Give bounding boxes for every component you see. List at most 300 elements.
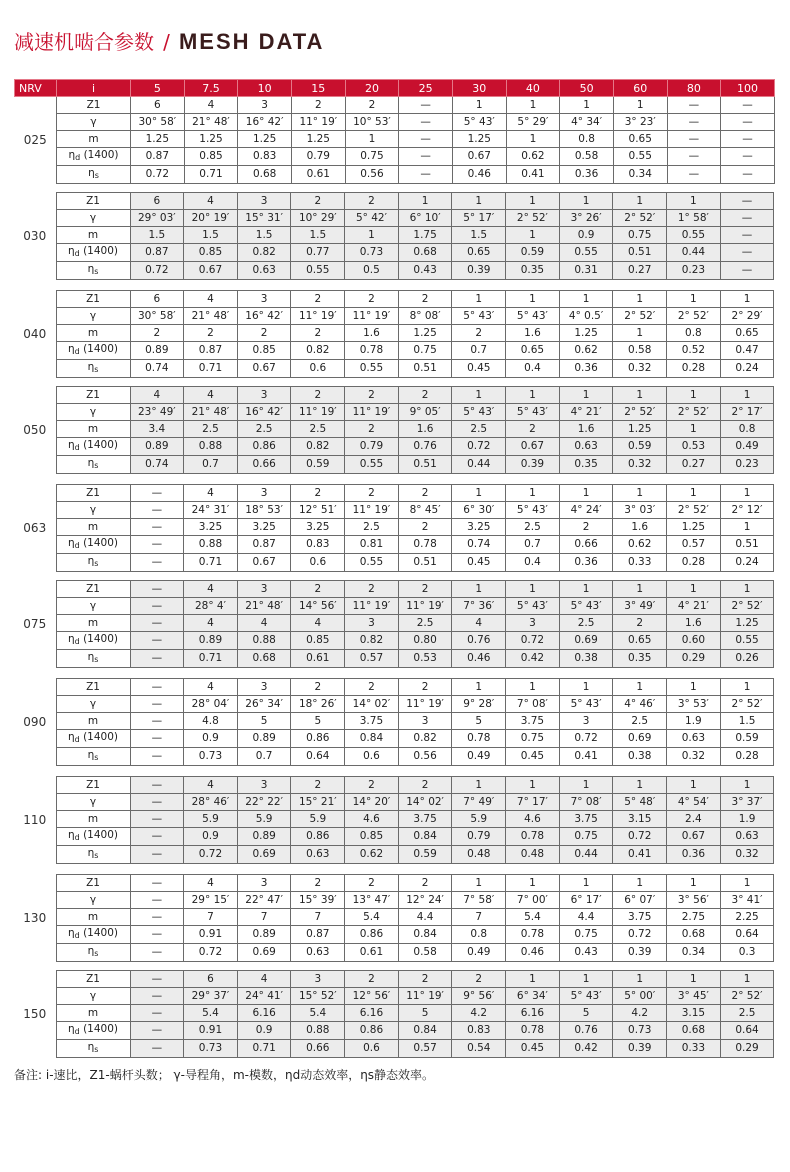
table-cell: 11° 19′ [398, 696, 452, 713]
nrv-size-label: 130 [14, 875, 56, 962]
table-row [15, 131, 775, 148]
table-cell: 0.89 [237, 730, 291, 748]
table-cell: 0.79 [291, 148, 345, 166]
table-cell: 2 [291, 581, 345, 598]
param-suffix: (1400) [79, 343, 118, 355]
param-label [56, 1005, 130, 1022]
table-cell: 2 [291, 193, 345, 210]
title-separator: / [163, 30, 170, 54]
table-cell: 0.84 [345, 730, 399, 748]
table-cell: — [720, 244, 774, 262]
param-symbol: γ [89, 795, 97, 808]
table-cell: 0.59 [398, 846, 452, 864]
table-cell: 0.61 [291, 166, 345, 184]
table-row [14, 828, 774, 846]
table-cell: 4 [184, 291, 238, 308]
table-cell: 3 [237, 387, 291, 404]
table-cell: 0.35 [559, 456, 613, 474]
header-ratio: 7.5 [184, 80, 238, 97]
table-cell: 0.52 [667, 342, 721, 360]
table-cell: 3 [398, 713, 452, 730]
param-symbol: η [68, 829, 75, 841]
param-symbol: η [87, 457, 95, 469]
table-cell: 1 [452, 875, 506, 892]
param-subscript: s [94, 851, 99, 860]
param-symbol: γ [90, 115, 97, 128]
table-cell: 1.5 [291, 227, 345, 244]
nrv-size-label: 040 [14, 291, 56, 378]
table-cell: 0.86 [237, 438, 291, 456]
table-cell: 0.83 [238, 148, 292, 166]
table-cell: 0.49 [452, 748, 506, 766]
table-cell: — [399, 166, 453, 184]
param-label [56, 1040, 130, 1058]
table-cell: 12° 24′ [398, 892, 452, 909]
table-cell: 3 [238, 97, 292, 114]
table-cell: 6° 17′ [559, 892, 613, 909]
table-cell: 3° 41′ [720, 892, 774, 909]
table-cell: 0.32 [613, 360, 667, 378]
table-cell: 5° 43′ [559, 696, 613, 713]
table-cell: 4° 21′ [667, 598, 721, 615]
table-cell: 1 [452, 291, 506, 308]
table-cell: 4° 24′ [559, 502, 613, 519]
table-cell: 6° 07′ [613, 892, 667, 909]
table-cell: 3 [559, 713, 613, 730]
table-cell: 2 [291, 777, 345, 794]
table-cell: 0.78 [398, 536, 452, 554]
table-cell: — [720, 262, 774, 280]
table-cell: — [130, 632, 184, 650]
table-cell: 6 [184, 971, 238, 988]
param-symbol: γ [89, 405, 97, 418]
table-cell: 0.44 [559, 846, 613, 864]
table-cell: 1 [720, 875, 774, 892]
table-cell: 0.51 [398, 456, 452, 474]
param-symbol: η [87, 361, 95, 373]
table-cell: 3.15 [667, 1005, 721, 1022]
param-symbol: η [87, 555, 95, 567]
table-cell: 0.39 [506, 456, 560, 474]
table-cell: 7° 58′ [452, 892, 506, 909]
table-cell: 1 [559, 485, 613, 502]
param-label [56, 777, 130, 794]
table-cell: 4 [184, 193, 238, 210]
table-cell: 3 [506, 615, 560, 632]
table-cell: 2 [345, 97, 399, 114]
table-cell: 11° 19′ [345, 308, 399, 325]
table-cell: — [130, 748, 184, 766]
header-ratio: 40 [506, 80, 560, 97]
table-cell: 2 [291, 387, 345, 404]
table-cell: 5° 43′ [506, 598, 560, 615]
table-cell: 2 [130, 325, 184, 342]
table-cell: 0.56 [345, 166, 399, 184]
table-cell: 0.75 [398, 342, 452, 360]
table-cell: 7 [184, 909, 238, 926]
table-cell: 0.26 [720, 650, 774, 668]
table-cell: 2 [345, 777, 399, 794]
table-cell: 5 [291, 713, 345, 730]
table-cell: 2.5 [345, 519, 399, 536]
table-cell: 1 [613, 97, 667, 114]
param-subscript: s [94, 753, 99, 762]
table-cell: 0.88 [184, 438, 238, 456]
table-cell: 24° 31′ [184, 502, 238, 519]
header-ratio: 30 [452, 80, 506, 97]
table-cell: 2 [398, 581, 452, 598]
table-cell: — [130, 828, 184, 846]
table-cell: 0.63 [237, 262, 291, 280]
table-cell: 3° 53′ [667, 696, 721, 713]
mesh-table-030 [14, 192, 774, 280]
table-cell: 0.75 [613, 227, 667, 244]
table-cell: 1 [559, 291, 613, 308]
table-cell: 0.86 [345, 1022, 399, 1040]
mesh-table-130 [14, 874, 774, 962]
param-label [56, 944, 130, 962]
table-cell: 1.6 [345, 325, 399, 342]
param-symbol: γ [89, 309, 97, 322]
table-cell: 2 [345, 679, 399, 696]
table-cell: — [399, 148, 453, 166]
table-cell: 0.80 [398, 632, 452, 650]
table-cell: — [130, 650, 184, 668]
param-label [56, 875, 130, 892]
param-symbol: η [87, 749, 95, 761]
table-cell: 2 [345, 421, 399, 438]
table-cell: 3.25 [291, 519, 345, 536]
table-cell: 2.5 [291, 421, 345, 438]
param-symbol: m [87, 1006, 99, 1019]
table-cell: 4.6 [506, 811, 560, 828]
table-cell: 1 [720, 291, 774, 308]
table-cell: 1 [613, 291, 667, 308]
table-cell: 0.55 [291, 262, 345, 280]
table-cell: 0.41 [506, 166, 560, 184]
table-cell: 3.75 [613, 909, 667, 926]
table-cell: 3 [237, 193, 291, 210]
param-symbol: η [87, 263, 95, 275]
table-cell: — [130, 713, 184, 730]
table-cell: 4 [237, 615, 291, 632]
table-cell: 0.64 [291, 748, 345, 766]
table-cell: 1 [613, 581, 667, 598]
param-label [56, 404, 130, 421]
table-cell: 0.66 [291, 1040, 345, 1058]
table-row [14, 502, 774, 519]
param-symbol: γ [89, 697, 97, 710]
table-cell: 6 [131, 97, 185, 114]
header-ratio-symbol: i [57, 80, 131, 97]
title-english: MESH DATA [178, 29, 325, 54]
table-cell: — [130, 846, 184, 864]
table-cell: 1 [506, 97, 560, 114]
table-row [14, 598, 774, 615]
table-cell: 1.9 [667, 713, 721, 730]
table-cell: 0.45 [506, 1040, 560, 1058]
table-cell: 1 [559, 875, 613, 892]
table-cell: 2 [237, 325, 291, 342]
table-cell: 10° 53′ [345, 114, 399, 131]
param-label [56, 308, 130, 325]
table-cell: 2 [398, 777, 452, 794]
table-cell: 1.6 [506, 325, 560, 342]
param-subscript: s [94, 559, 99, 568]
table-cell: 0.6 [291, 554, 345, 572]
table-cell: 5° 17′ [452, 210, 506, 227]
param-subscript: d [74, 347, 80, 356]
table-cell: 0.72 [130, 262, 184, 280]
table-cell: 0.73 [613, 1022, 667, 1040]
param-label [56, 536, 130, 554]
table-cell: 1 [613, 193, 667, 210]
table-cell: 0.24 [720, 360, 774, 378]
table-cell: 4 [184, 387, 238, 404]
table-row [14, 730, 774, 748]
table-cell: 0.44 [452, 456, 506, 474]
table-cell: 2 [291, 291, 345, 308]
table-cell: — [130, 485, 184, 502]
table-cell: 0.36 [559, 554, 613, 572]
table-cell: 1 [720, 519, 774, 536]
table-row [14, 794, 774, 811]
param-label [56, 244, 130, 262]
table-cell: 2.5 [184, 421, 238, 438]
param-suffix: (1400) [79, 731, 118, 743]
table-cell: 1 [613, 325, 667, 342]
table-cell: 0.67 [237, 360, 291, 378]
table-cell: 3.75 [559, 811, 613, 828]
table-cell: 5.9 [237, 811, 291, 828]
table-cell: 0.46 [506, 944, 560, 962]
table-cell: 3° 23′ [613, 114, 667, 131]
table-cell: 4 [184, 485, 238, 502]
table-row [14, 227, 774, 244]
table-cell: 0.85 [345, 828, 399, 846]
table-cell: 0.8 [667, 325, 721, 342]
table-cell: 30° 58′ [131, 114, 185, 131]
table-cell: 0.73 [184, 748, 238, 766]
table-cell: 14° 56′ [291, 598, 345, 615]
table-cell: 0.75 [559, 926, 613, 944]
table-row [14, 615, 774, 632]
table-cell: 0.85 [291, 632, 345, 650]
table-cell: — [720, 193, 774, 210]
table-row [14, 632, 774, 650]
table-row [14, 404, 774, 421]
table-cell: 0.57 [345, 650, 399, 668]
table-row [14, 485, 774, 502]
table-cell: — [667, 148, 721, 166]
table-cell: 0.82 [345, 632, 399, 650]
table-cell: 0.9 [184, 828, 238, 846]
table-cell: 0.71 [184, 360, 238, 378]
table-cell: 4.2 [613, 1005, 667, 1022]
table-cell: 11° 19′ [398, 598, 452, 615]
table-cell: 0.39 [452, 262, 506, 280]
table-cell: 0.63 [291, 944, 345, 962]
param-subscript: d [74, 249, 80, 258]
table-cell: 0.65 [720, 325, 774, 342]
table-cell: 1.25 [291, 131, 345, 148]
table-cell: 2.5 [237, 421, 291, 438]
table-cell: 1.25 [720, 615, 774, 632]
table-row [14, 262, 774, 280]
table-cell: — [130, 794, 184, 811]
table-cell: 5° 43′ [452, 404, 506, 421]
param-symbol: Z1 [86, 680, 100, 693]
param-subscript: d [74, 541, 80, 550]
table-cell: 0.7 [184, 456, 238, 474]
table-cell: 14° 02′ [345, 696, 399, 713]
table-cell: 1 [506, 193, 560, 210]
table-cell: 0.57 [398, 1040, 452, 1058]
table-cell: 2.5 [452, 421, 506, 438]
table-cell: 0.34 [613, 166, 667, 184]
table-cell: 4.6 [345, 811, 399, 828]
table-cell: 0.81 [345, 536, 399, 554]
param-label [56, 846, 130, 864]
table-cell: 0.87 [237, 536, 291, 554]
table-cell: 0.32 [667, 748, 721, 766]
table-cell: 0.23 [667, 262, 721, 280]
table-row [14, 971, 774, 988]
table-cell: — [721, 97, 775, 114]
table-cell: 0.75 [345, 148, 399, 166]
table-cell: 3 [237, 581, 291, 598]
param-symbol: m [87, 812, 99, 825]
table-cell: 3.75 [398, 811, 452, 828]
table-cell: 0.73 [184, 1040, 238, 1058]
table-cell: 0.65 [452, 244, 506, 262]
table-cell: 0.32 [613, 456, 667, 474]
table-row [14, 944, 774, 962]
table-cell: 1 [452, 485, 506, 502]
mesh-table-090 [14, 678, 774, 766]
table-row [14, 713, 774, 730]
table-cell: — [130, 1022, 184, 1040]
table-cell: 7° 36′ [452, 598, 506, 615]
table-cell: 3 [237, 875, 291, 892]
table-cell: 0.91 [184, 1022, 238, 1040]
table-cell: 0.59 [720, 730, 774, 748]
table-cell: 2° 17′ [720, 404, 774, 421]
table-cell: 0.67 [184, 262, 238, 280]
table-cell: 0.72 [559, 730, 613, 748]
table-cell: 6° 10′ [398, 210, 452, 227]
table-cell: 4° 21′ [559, 404, 613, 421]
param-symbol: m [87, 616, 99, 629]
table-cell: 1 [452, 777, 506, 794]
table-cell: 1 [720, 387, 774, 404]
param-label [57, 114, 131, 131]
table-cell: 11° 19′ [291, 404, 345, 421]
table-cell: 16° 42′ [237, 404, 291, 421]
table-cell: 1 [667, 421, 721, 438]
table-cell: 0.64 [720, 926, 774, 944]
table-cell: 29° 03′ [130, 210, 184, 227]
param-label [57, 131, 131, 148]
table-cell: 1 [506, 875, 560, 892]
table-cell: 7° 08′ [506, 696, 560, 713]
table-cell: 11° 19′ [291, 308, 345, 325]
table-cell: 2 [559, 519, 613, 536]
table-cell: — [720, 210, 774, 227]
param-label [56, 421, 130, 438]
table-cell: 0.39 [613, 944, 667, 962]
mesh-table-040 [14, 290, 774, 378]
table-cell: 2° 52′ [667, 308, 721, 325]
table-cell: 5° 43′ [452, 114, 506, 131]
table-cell: 6.16 [237, 1005, 291, 1022]
table-cell: 0.82 [291, 342, 345, 360]
table-cell: 1.5 [184, 227, 238, 244]
table-cell: 0.7 [506, 536, 560, 554]
table-cell: 2 [291, 875, 345, 892]
table-cell: 0.71 [237, 1040, 291, 1058]
param-symbol: m [87, 910, 99, 923]
table-cell: 0.54 [452, 1040, 506, 1058]
param-symbol: η [88, 167, 95, 179]
param-symbol: η [68, 149, 76, 161]
table-cell: 23° 49′ [130, 404, 184, 421]
table-cell: 1 [559, 193, 613, 210]
table-cell: 1 [667, 875, 721, 892]
table-cell: 2 [345, 971, 399, 988]
table-row [15, 97, 775, 114]
table-cell: 3° 45′ [667, 988, 721, 1005]
table-cell: 0.69 [559, 632, 613, 650]
param-subscript: s [94, 171, 99, 180]
header-ratio: 5 [131, 80, 185, 97]
table-cell: 1.5 [720, 713, 774, 730]
table-cell: — [130, 811, 184, 828]
header-ratio: 15 [291, 80, 345, 97]
mesh-table-150 [14, 970, 774, 1058]
table-cell: 0.65 [613, 131, 667, 148]
table-cell: 0.53 [667, 438, 721, 456]
param-symbol: η [68, 343, 75, 355]
table-cell: 0.67 [452, 148, 506, 166]
param-symbol: Z1 [86, 876, 100, 889]
table-cell: 4.4 [559, 909, 613, 926]
param-label [56, 909, 130, 926]
table-row [14, 1040, 774, 1058]
table-row [14, 926, 774, 944]
param-label [56, 632, 130, 650]
table-cell: — [721, 131, 775, 148]
table-row [14, 846, 774, 864]
table-cell: 1 [720, 971, 774, 988]
table-cell: — [399, 131, 453, 148]
table-cell: 18° 26′ [291, 696, 345, 713]
param-subscript: d [75, 153, 81, 162]
title-chinese: 减速机啮合参数 [14, 30, 154, 54]
table-cell: 2 [345, 581, 399, 598]
table-row [14, 696, 774, 713]
table-cell: 0.73 [345, 244, 399, 262]
table-cell: 6.16 [345, 1005, 399, 1022]
table-cell: 0.79 [345, 438, 399, 456]
table-cell: 0.42 [506, 650, 560, 668]
param-symbol: η [68, 439, 75, 451]
table-cell: — [399, 114, 453, 131]
param-label [56, 519, 130, 536]
param-symbol: η [68, 537, 75, 549]
table-cell: 1 [667, 971, 721, 988]
table-cell: 2 [398, 291, 452, 308]
